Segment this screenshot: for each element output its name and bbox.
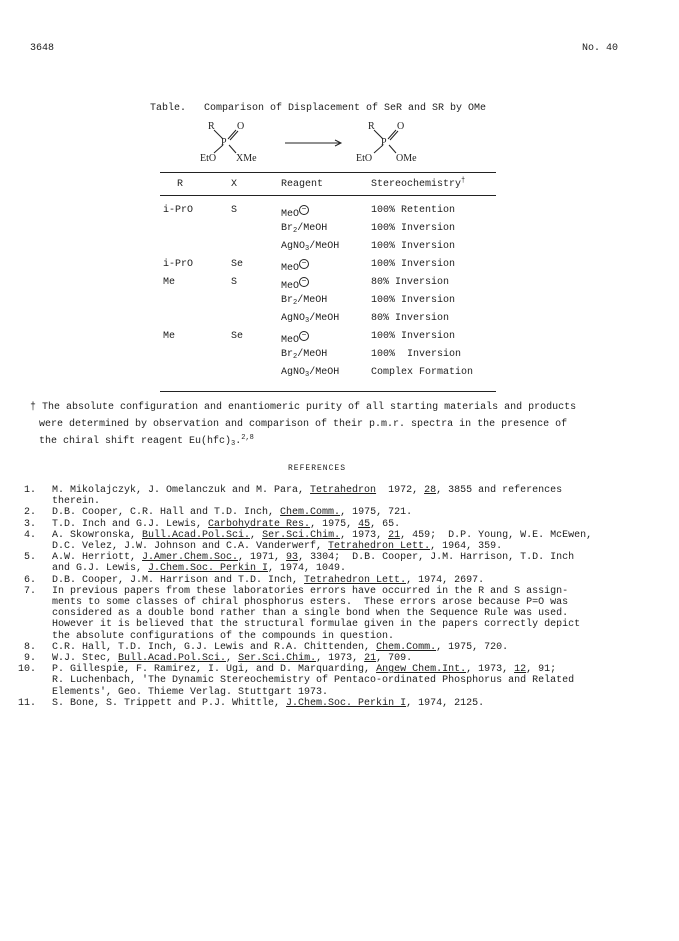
reference-line: P. Gillespie, F. Ramirez, I. Ugi, and D. Marquarding, Angew Chem.Int., 1973, 12, 91; <box>52 664 557 676</box>
cell-x: S <box>231 277 238 288</box>
reference-number: 11. <box>17 697 36 709</box>
reference-line: D.B. Cooper, J.M. Harrison and T.D. Inch, Tetrahedron Lett., 1974, 2697. <box>52 574 485 586</box>
scheme-left-eto: EtO <box>200 153 217 164</box>
references-heading: REFERENCES <box>288 464 347 473</box>
cell-x: Se <box>231 331 244 342</box>
reference-line: M. Mikolajczyk, J. Omelanczuk and M. Para, Tetrahedron 1972, 28, 3855 and references <box>52 485 563 496</box>
cell-reagent: $Br_2$/MeOH <box>281 295 328 307</box>
col-header-x: X <box>231 179 238 190</box>
dagger-mark: † <box>461 177 466 185</box>
cell-reagent: $Br_2$/MeOH <box>281 349 328 361</box>
cell-reagent: MeO − <box>281 331 309 346</box>
cell-reagent: MeO − <box>281 277 309 292</box>
cell-reagent: AgNO$_3$/MeOH <box>281 367 340 379</box>
anion-charge-icon: − <box>299 259 309 269</box>
reference-number: 5. <box>23 552 36 564</box>
anion-charge-icon: − <box>299 331 309 341</box>
table-caption: Table. Comparison of Displacement of SeR and SR by OMe <box>150 103 487 114</box>
cell-r: i-PrO <box>163 205 194 216</box>
table-top-rule <box>160 172 496 173</box>
issue-number: No. 40 <box>582 43 619 54</box>
reference-line: therein. <box>52 496 101 508</box>
reference-number: 9. <box>23 653 36 664</box>
col-header-reagent: Reagent <box>281 179 324 190</box>
reference-line: C.R. Hall, T.D. Inch, G.J. Lewis and R.A. Chittenden, Chem.Comm., 1975, 720. <box>52 641 509 653</box>
scheme-right-p: P <box>381 137 387 148</box>
reference-line: the absolute configurations of the compounds in question. <box>52 630 395 642</box>
reference-line: ments to some classes of chiral phosphorus esters. These errors arose because P=O was <box>52 597 569 608</box>
cell-stereochemistry: 100% Inversion <box>371 223 456 234</box>
cell-stereochemistry: Complex Formation <box>371 367 474 378</box>
reference-line: R. Luchenbach, 'The Dynamic Stereochemistry of Pentaco-ordinated Phosphorus and Related <box>52 675 575 687</box>
reference-line: S. Bone, S. Trippett and P.J. Whittle, J.Chem.Soc. Perkin I, 1974, 2125. <box>52 697 485 709</box>
scheme-right-r: R <box>368 121 375 132</box>
cell-stereochemistry: 80% Inversion <box>371 313 450 324</box>
cell-stereochemistry: 100% Inversion <box>371 259 456 270</box>
reference-line: W.J. Stec, Bull.Acad.Pol.Sci., Ser.Sci.Chim., 1973, 21, 709. <box>52 653 413 664</box>
cell-reagent: MeO − <box>281 259 309 274</box>
footnote-line-2: were determined by observation and comparison of their p.m.r. spectra in the presence of <box>39 419 568 430</box>
reference-number: 2. <box>23 507 36 519</box>
cell-stereochemistry: 100% Inversion <box>371 295 456 306</box>
anion-charge-icon: − <box>299 277 309 287</box>
reference-line: T.D. Inch and G.J. Lewis, Carbohydrate Res., 1975, 45, 65. <box>52 518 401 530</box>
reference-line: A. Skowronska, Bull.Acad.Pol.Sci., Ser.Sci.Chim., 1973, 21, 459; D.P. Young, W.E. McEwen, <box>52 529 593 541</box>
table-header-rule <box>160 195 496 196</box>
cell-reagent: AgNO$_3$/MeOH <box>281 241 340 253</box>
cell-r: Me <box>163 277 176 288</box>
footnote-line-1: † The absolute configuration and enantiomeric purity of all starting materials and products <box>30 402 577 413</box>
scheme-left-r: R <box>208 121 215 132</box>
scheme-left-p: P <box>221 137 227 148</box>
page-number: 3648 <box>30 43 55 54</box>
reference-number: 10. <box>17 664 36 676</box>
cell-reagent: AgNO$_3$/MeOH <box>281 313 340 325</box>
table-bottom-rule <box>160 391 496 392</box>
reference-number: 6. <box>23 574 36 586</box>
scheme-left-x: XMe <box>236 153 257 164</box>
cell-stereochemistry: 80% Inversion <box>371 277 450 288</box>
cell-reagent: $Br_2$/MeOH <box>281 223 328 235</box>
reference-number: 3. <box>23 518 36 530</box>
footnote-line-3: the chiral shift reagent $Eu(hfc)_3.^{2,8}$ <box>39 434 254 448</box>
reference-line: and G.J. Lewis, J.Chem.Soc. Perkin I, 1974, 1049. <box>52 563 347 575</box>
reference-line: A.W. Herriott, J.Amer.Chem.Soc., 1971, 93, 3304; D.B. Cooper, J.M. Harrison, T.D. Inch <box>52 552 575 564</box>
cell-r: Me <box>163 331 176 342</box>
cell-x: S <box>231 205 238 216</box>
reference-line: considered as a double bond rather than a single bond when the Sequence Rule was used. <box>52 608 569 620</box>
cell-reagent: MeO − <box>281 205 309 220</box>
reference-number: 4. <box>23 529 36 541</box>
reference-line: D.B. Cooper, C.R. Hall and T.D. Inch, Chem.Comm., 1975, 721. <box>52 507 413 519</box>
cell-stereochemistry: 100% Inversion <box>371 331 456 342</box>
anion-charge-icon: − <box>299 205 309 215</box>
reference-line: D.C. Velez, J.W. Johnson and C.A. Vanderwerf, Tetrahedron Lett., 1964, 359. <box>52 541 503 552</box>
scheme-bonds <box>190 118 480 166</box>
reference-number: 7. <box>23 585 36 597</box>
reference-line: Elements', Geo. Thieme Verlag. Stuttgart 1973. <box>52 686 329 698</box>
col-header-r: R <box>177 179 184 190</box>
scheme-left-o: O <box>237 121 245 132</box>
cell-stereochemistry: 100% Inversion <box>371 241 456 252</box>
scheme-right-eto: EtO <box>356 153 373 164</box>
col-header-stereochemistry: Stereochemistry† <box>371 177 466 190</box>
reference-number: 1. <box>23 485 36 496</box>
reference-number: 8. <box>23 641 36 653</box>
reference-line: In previous papers from these laboratories errors have occurred in the R and S assign- <box>52 585 569 597</box>
cell-stereochemistry: 100% Retention <box>371 205 456 216</box>
cell-x: Se <box>231 259 244 270</box>
scheme-right-o: O <box>397 121 405 132</box>
cell-r: i-PrO <box>163 259 194 270</box>
scheme-right-x: OMe <box>396 153 417 164</box>
reference-line: However it is believed that the structural formulae given in the papers correctly depict <box>52 619 581 631</box>
cell-stereochemistry: 100% Inversion <box>371 349 462 360</box>
